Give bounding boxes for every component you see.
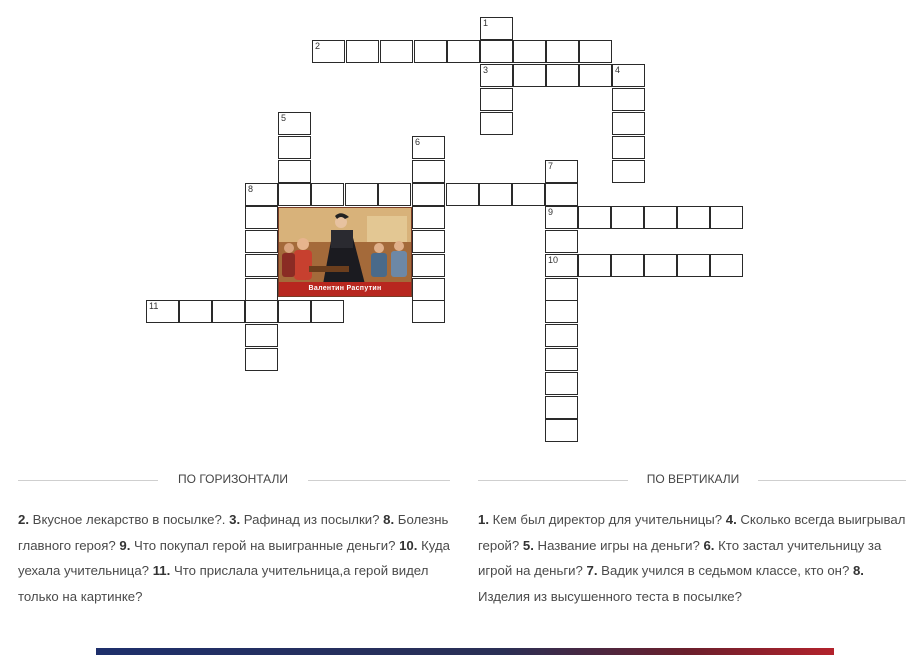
crossword-cell[interactable]: [612, 136, 645, 159]
crossword-cell[interactable]: [545, 278, 578, 301]
crossword-cell[interactable]: [412, 254, 445, 277]
crossword-cell[interactable]: [414, 40, 447, 63]
clue-text: Изделия из высушенного теста в посылке?: [478, 588, 742, 604]
crossword-cell[interactable]: [278, 300, 311, 323]
clue-number: 11.: [152, 563, 171, 578]
crossword-cell[interactable]: [545, 183, 578, 206]
crossword-cell[interactable]: [480, 40, 513, 63]
crossword-cell[interactable]: [245, 206, 278, 229]
crossword-cell[interactable]: [346, 40, 379, 63]
clue-number-label: 10: [548, 255, 559, 265]
crossword-cell[interactable]: [480, 88, 513, 111]
crossword-cell[interactable]: [278, 136, 311, 159]
clue-text: Болезнь главного героя?: [18, 512, 449, 553]
crossword-cell[interactable]: [611, 206, 644, 229]
crossword-cell[interactable]: [412, 300, 445, 323]
crossword-cell[interactable]: [545, 348, 578, 371]
clue-number-label: 6: [415, 137, 421, 147]
clue-text: Что покупал герой на выигранные деньги?: [130, 537, 400, 553]
crossword-cell[interactable]: [644, 254, 677, 277]
crossword-cell[interactable]: [278, 160, 311, 183]
crossword-cell[interactable]: [512, 183, 545, 206]
crossword-cell[interactable]: [412, 206, 445, 229]
crossword-cell[interactable]: [611, 254, 644, 277]
clue-number-label: 3: [483, 65, 489, 75]
clue-number-label: 7: [548, 161, 554, 171]
crossword-cell[interactable]: [345, 183, 378, 206]
clue-number-label: 4: [615, 65, 621, 75]
crossword-cell[interactable]: [546, 64, 579, 87]
clue-number-label: 9: [548, 207, 554, 217]
crossword-cell[interactable]: [245, 348, 278, 371]
crossword-cell[interactable]: [412, 160, 445, 183]
clue-number: 3.: [229, 512, 241, 527]
crossword-cell[interactable]: [579, 64, 612, 87]
crossword-cell[interactable]: [480, 112, 513, 135]
crossword-cell[interactable]: [278, 183, 311, 206]
crossword-cell[interactable]: [545, 324, 578, 347]
crossword-cell[interactable]: [412, 230, 445, 253]
clue-text: Название игры на деньги?: [533, 537, 704, 553]
crossword-cell[interactable]: [378, 183, 411, 206]
crossword-cell[interactable]: [212, 300, 245, 323]
crossword-cell[interactable]: [545, 230, 578, 253]
clue-number-label: 5: [281, 113, 287, 123]
horizontal-clues-text: [18, 507, 458, 609]
crossword-cell[interactable]: [412, 183, 445, 206]
clue-text: Что прислала учительница,а герой видел только на картинке?: [18, 563, 429, 604]
crossword-cell[interactable]: [710, 206, 743, 229]
crossword-cell[interactable]: [612, 88, 645, 111]
crossword-cell[interactable]: [545, 396, 578, 419]
crossword-cell[interactable]: [513, 64, 546, 87]
crossword-cell[interactable]: [710, 254, 743, 277]
crossword-cell[interactable]: [245, 300, 278, 323]
crossword-cell[interactable]: [677, 206, 710, 229]
crossword-cell[interactable]: [612, 112, 645, 135]
clue-number: 2.: [18, 512, 29, 527]
clue-number: 4.: [725, 512, 737, 527]
crossword-cell[interactable]: [479, 183, 512, 206]
crossword-cell[interactable]: [578, 254, 611, 277]
crossword-cell[interactable]: [513, 40, 546, 63]
divider-left-vertical: [478, 480, 628, 481]
vertical-clues-text: [478, 507, 908, 609]
clue-number: 9.: [119, 537, 131, 553]
crossword-cell[interactable]: [311, 183, 344, 206]
crossword-cell[interactable]: [545, 300, 578, 323]
clue-number: 10.: [399, 537, 418, 553]
crossword-cell[interactable]: [545, 372, 578, 395]
clue-text: Кто застал учительницу за игрой на деньги?: [478, 537, 882, 578]
clue-number: 1.: [478, 512, 489, 527]
crossword-cell[interactable]: [447, 40, 480, 63]
divider-left-horizontal: [18, 480, 158, 481]
book-cover-illustration: [278, 207, 412, 297]
book-cover-caption: Валентин Распутин: [279, 282, 411, 296]
crossword-cell[interactable]: [677, 254, 710, 277]
crossword-cell[interactable]: [245, 254, 278, 277]
clue-text: Куда уехала учительница?: [18, 537, 450, 578]
crossword-cell[interactable]: [578, 206, 611, 229]
clue-number-label: 1: [483, 18, 489, 28]
divider-right-horizontal: [308, 480, 450, 481]
clue-number: 7.: [586, 563, 598, 578]
vertical-clues-title: ПО ВЕРТИКАЛИ: [646, 472, 740, 486]
clue-number: 8.: [852, 563, 864, 578]
crossword-cell[interactable]: [612, 160, 645, 183]
crossword-cell[interactable]: [179, 300, 212, 323]
clue-number: 8.: [383, 512, 395, 527]
clue-text: Рафинад из посылки?: [240, 512, 384, 527]
clue-number: 6.: [703, 537, 715, 553]
clue-number-label: 2: [315, 41, 321, 51]
crossword-cell[interactable]: [245, 230, 278, 253]
clue-text: Вкусное лекарство в посылке?.: [29, 512, 230, 527]
clue-text: Кем был директор для учительницы?: [489, 512, 726, 527]
bottom-accent-bar: [96, 648, 834, 655]
crossword-cell[interactable]: [245, 278, 278, 301]
crossword-cell[interactable]: [579, 40, 612, 63]
crossword-cell[interactable]: [545, 419, 578, 442]
crossword-cell[interactable]: [245, 324, 278, 347]
clue-number-label: 8: [248, 184, 254, 194]
clue-number-label: 11: [149, 301, 159, 311]
crossword-cell[interactable]: [311, 300, 344, 323]
crossword-cell[interactable]: [380, 40, 413, 63]
horizontal-clues-title: ПО ГОРИЗОНТАЛИ: [178, 472, 288, 486]
clue-text: Сколько всегда выигрывал герой?: [478, 512, 906, 553]
clue-text: Вадик учился в седьмом классе, кто он?: [597, 563, 853, 578]
crossword-cell[interactable]: [644, 206, 677, 229]
divider-right-vertical: [758, 480, 906, 481]
clue-number: 5.: [522, 537, 534, 553]
crossword-cell[interactable]: [546, 40, 579, 63]
crossword-cell[interactable]: [446, 183, 479, 206]
crossword-cell[interactable]: [412, 278, 445, 301]
